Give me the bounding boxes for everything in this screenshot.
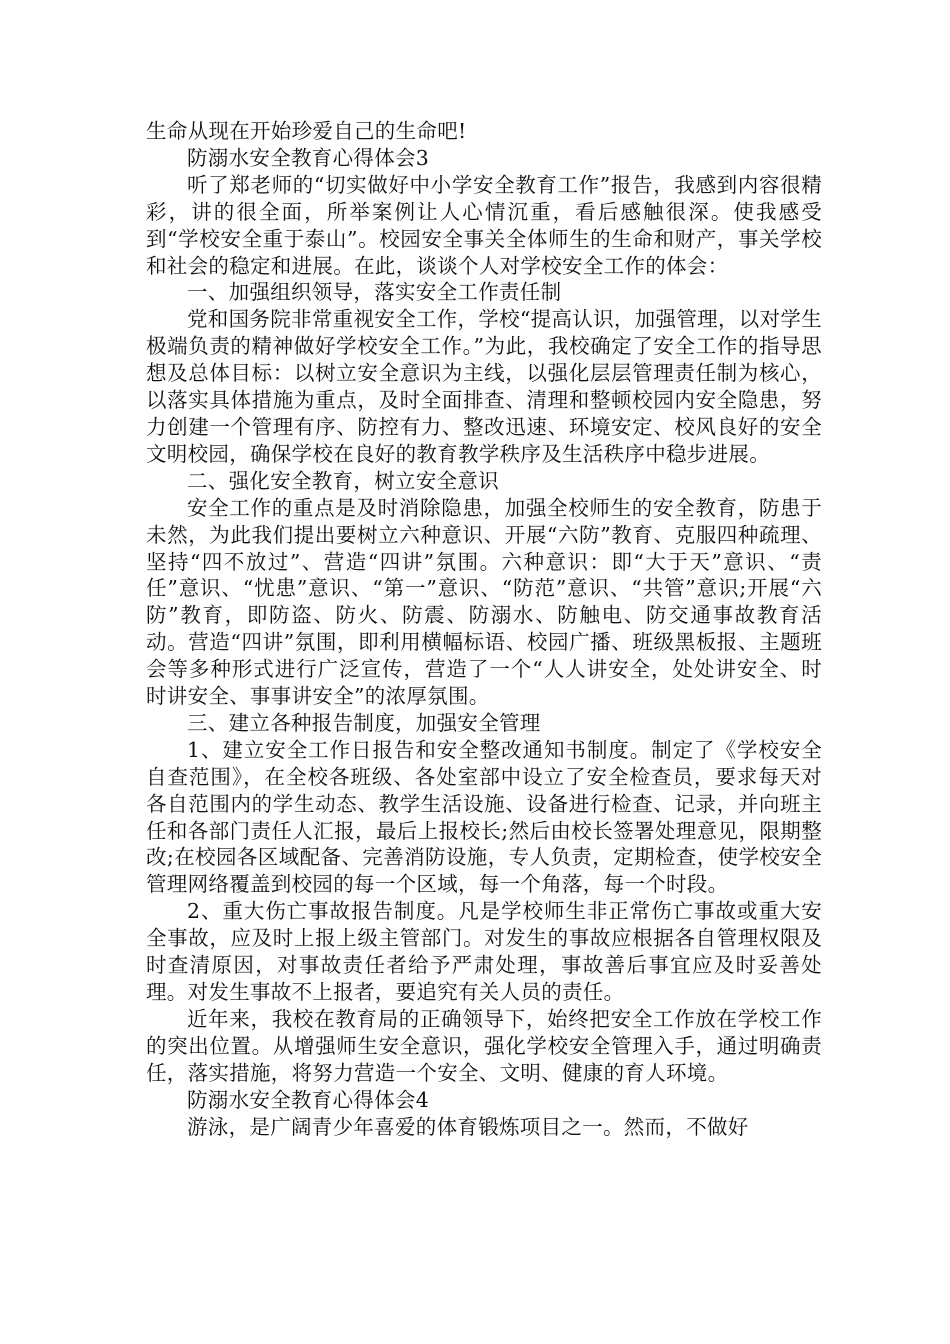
paragraph: 近年来，我校在教育局的正确领导下，始终把安全工作放在学校工作的突出位置。从增强师生安全意识，强化学校安全管理入手，通过明确责任，落实措施，将努力营造一个安全、文明、健康的育人环境。: [146, 1006, 822, 1085]
subheading-2: 二、强化安全教育，树立安全意识: [187, 468, 499, 493]
subheading-3: 三、建立各种报告制度，加强安全管理: [187, 710, 541, 735]
paragraph: 安全工作的重点是及时消除隐患，加强全校师生的安全教育，防患于未然，为此我们提出要树立六种意识、开展“六防”教育、克服四种疏理、坚持“四不放过”、营造“四讲”氛围。六种意识：即“大于天”意识、“责任”意识、“忧患”意识、“第一”意识、“防范”意识、“共管”意识;开展“六防”教育，即防盗、防火、防震、防溺水、防触电、防交通事故教育活动。营造“四讲”氛围，即利用横幅标语、校园广播、班级黑板报、主题班会等多种形式进行广泛宣传，营造了一个“人人讲安全，处处讲安全、时时讲安全、事事讲安全”的浓厚氛围。: [146, 495, 822, 709]
section-title-3: 防溺水安全教育心得体会3: [187, 145, 430, 170]
paragraph: 游泳，是广阔青少年喜爱的体育锻炼项目之一。然而，不做好: [187, 1114, 749, 1139]
document-body: [146, 118, 822, 1140]
subheading-1: 一、加强组织领导，落实安全工作责任制: [187, 280, 562, 305]
paragraph-continuation: 生命从现在开始珍爱自己的生命吧!: [146, 119, 467, 143]
paragraph: 1、建立安全工作日报告和安全整改通知书制度。制定了《学校安全自查范围》，在全校各班级、各处室部中设立了安全检查员，要求每天对各自范围内的学生动态、教学生活设施、设备进行检查、记录，并向班主任和各部门责任人汇报，最后上报校长;然后由校长签署处理意见，限期整改;在校园各区域配备、完善消防设施，专人负责，定期检查，使学校安全管理网络覆盖到校园的每一个区域，每一个角落，每一个时段。: [146, 737, 822, 897]
paragraph: 听了郑老师的“切实做好中小学安全教育工作”报告，我感到内容很精彩，讲的很全面，所举案例让人心情沉重，看后感触很深。使我感受到“学校安全重于泰山”。校园安全事关全体师生的生命和财产，事关学校和社会的稳定和进展。在此，谈谈个人对学校安全工作的体会：: [146, 172, 822, 278]
paragraph: 党和国务院非常重视安全工作，学校“提高认识，加强管理，以对学生极端负责的精神做好学校安全工作。”为此，我校确定了安全工作的指导思想及总体目标：以树立安全意识为主线，以强化层层管理责任制为核心，以落实具体措施为重点，及时全面排查、清理和整顿校园内安全隐患，努力创建一个管理有序、防控有力、整改迅速、环境安定、校风良好的安全文明校园，确保学校在良好的教育教学秩序及生活秩序中稳步进展。: [146, 307, 822, 466]
section-title-4: 防溺水安全教育心得体会4: [187, 1087, 430, 1112]
paragraph: 2、重大伤亡事故报告制度。凡是学校师生非正常伤亡事故或重大安全事故，应及时上报上级主管部门。对发生的事故应根据各自管理权限及时查清原因，对事故责任者给予严肃处理，事故善后事宜应及时妥善处理。对发生事故不上报者，要追究有关人员的责任。: [146, 899, 822, 1004]
